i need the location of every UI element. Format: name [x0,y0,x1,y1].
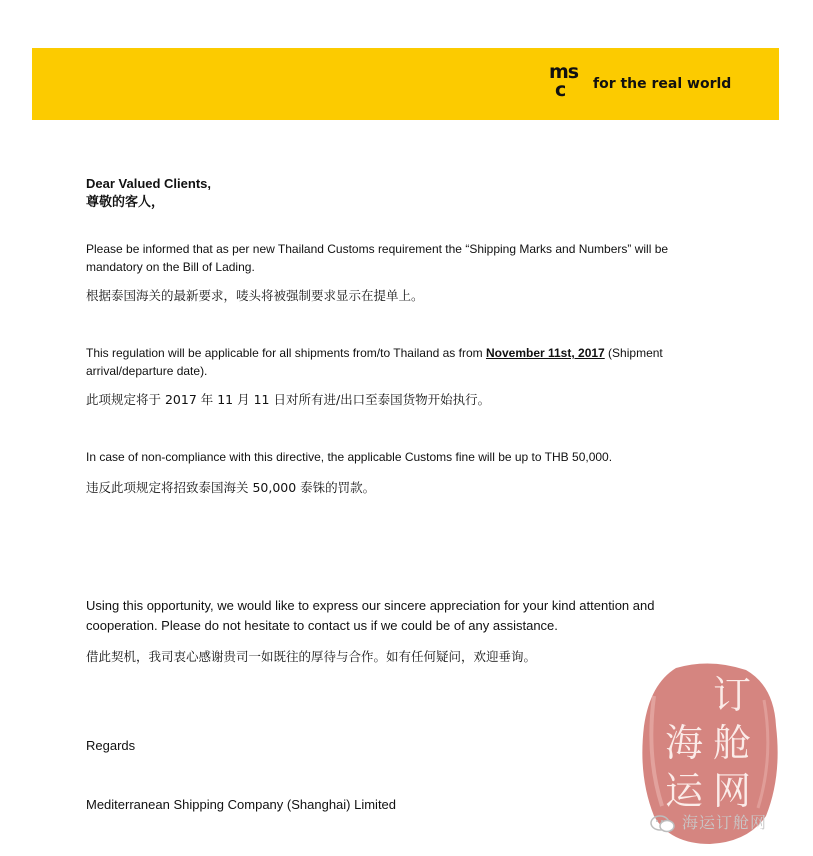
greeting-en: Dear Valued Clients, [86,176,211,191]
paragraph-1-en: Please be informed that as per new Thailand Customs requirement the “Shipping Marks and Numbers” will be mandatory on the Bill of Lading. [86,242,669,274]
paragraph-2-text-end: (Shipment arrival/departure date). [86,346,663,378]
effective-date: November 11st, 2017 [485,346,605,360]
svg-text:运: 运 [664,769,704,813]
paragraph-2-cn: 此项规定将于 2017 年 11 月 11 日对所有进/出口至泰国货物开始执行。 [86,392,491,407]
svg-text:舱: 舱 [712,721,752,765]
paragraph-3-cn: 违反此项规定将招致泰国海关 50,000 泰铢的罚款。 [86,480,376,495]
paragraph-3-en: In case of non-compliance with this directive, the applicable Customs fine will be up to THB 50,000. [86,450,613,464]
closing: Regards [86,738,136,753]
watermark-text: 海运订舱网 [682,813,768,832]
greeting-cn: 尊敬的客人， [86,195,165,210]
signature: Mediterranean Shipping Company (Shanghai) Limited [86,797,397,812]
svg-text:订: 订 [712,673,752,717]
paragraph-2-en [86,344,716,380]
paragraph-4-cn: 借此契机，我司衷心感谢贵司一如既往的厚待与合作。如有任何疑问，欢迎垂询。 [86,649,537,664]
svg-text:海: 海 [664,721,704,765]
paragraph-4-en: Using this opportunity, we would like to express our sincere appreciation for your kind attention and cooperation. Please do not hesitate to contact us if we could be of any assistance. [86,598,655,633]
wechat-icon [650,815,676,833]
watermark [650,810,767,832]
paragraph-2-text: This regulation will be applicable for all shipments from/to Thailand as from [86,346,486,360]
paragraph-1-cn: 根据泰国海关的最新要求，唛头将被强制要求显示在提单上。 [86,288,424,303]
tagline: for the real world [593,76,732,92]
msc-logo: ms c [549,61,579,101]
svg-text:网: 网 [712,769,752,813]
